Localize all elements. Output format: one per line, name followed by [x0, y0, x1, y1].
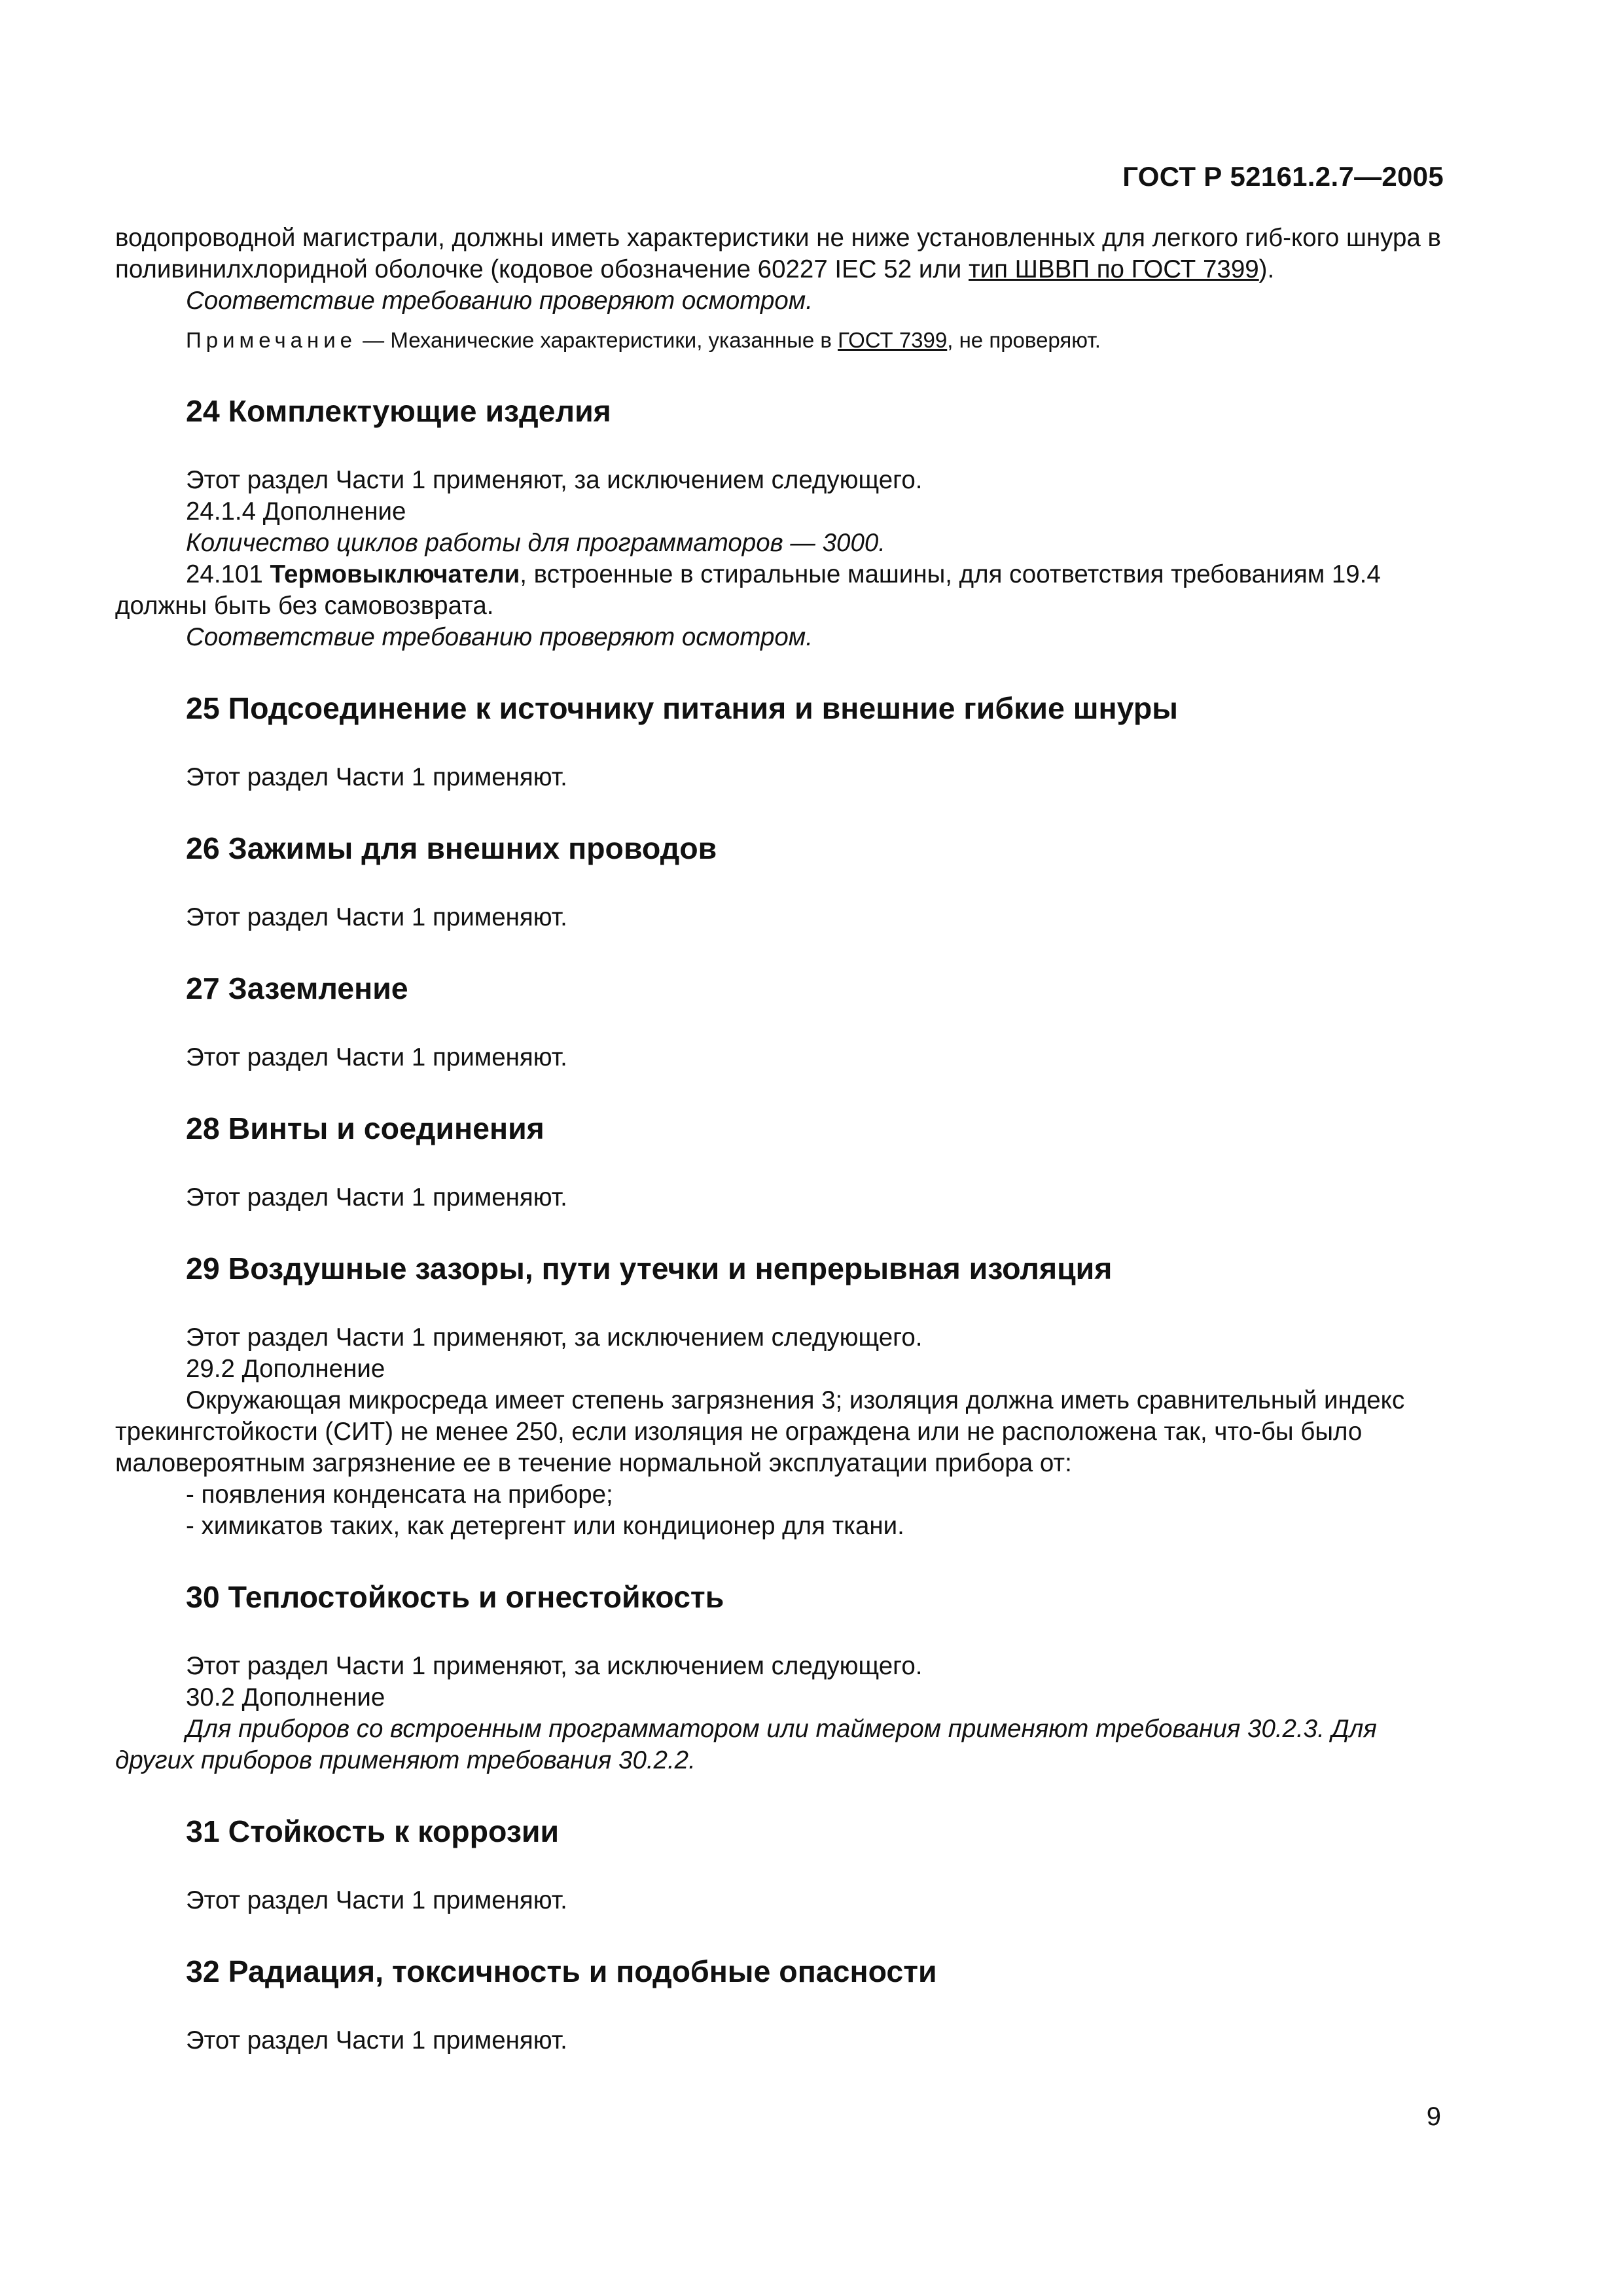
list-item: - химикатов таких, как детергент или кондиционер для ткани.	[186, 1512, 904, 1540]
compliance-check: Соответствие требованию проверяют осмотром.	[186, 287, 813, 315]
section-24-p3: Количество циклов работы для программаторов — 3000.	[186, 529, 885, 557]
clause-number: 24.101	[186, 560, 270, 588]
gost-7399-link[interactable]: тип ШВВП по ГОСТ 7399	[969, 255, 1259, 283]
section-26-heading: 26 Зажимы для внешних проводов	[186, 831, 717, 865]
standard-designation: ГОСТ Р 52161.2.7—2005	[1122, 161, 1444, 192]
section-29-p2: 29.2 Дополнение	[186, 1355, 385, 1383]
intro-tail: ).	[1258, 255, 1275, 283]
section-28-p1: Этот раздел Части 1 применяют.	[186, 1183, 567, 1211]
section-24-heading: 24 Комплектующие изделия	[186, 394, 611, 428]
section-30-heading: 30 Теплостойкость и огнестойкость	[186, 1580, 724, 1614]
note	[115, 325, 1444, 356]
section-24-p5: Соответствие требованию проверяют осмотром.	[186, 623, 813, 651]
section-31-heading: 31 Стойкость к коррозии	[186, 1814, 560, 1848]
section-26-p1: Этот раздел Части 1 применяют.	[186, 903, 567, 931]
note-label: Примечание	[186, 328, 357, 352]
section-24-p2: 24.1.4 Дополнение	[186, 497, 406, 526]
section-29-heading: 29 Воздушные зазоры, пути утечки и непрерывная изоляция	[186, 1251, 1113, 1285]
list-item: - появления конденсата на приборе;	[186, 1480, 613, 1509]
section-25-heading: 25 Подсоединение к источнику питания и внешние гибкие шнуры	[186, 691, 1178, 725]
document-body	[115, 223, 1444, 2056]
section-30-p2: 30.2 Дополнение	[186, 1683, 385, 1712]
note-tail: , не проверяют.	[947, 328, 1101, 352]
section-27-heading: 27 Заземление	[186, 971, 408, 1005]
section-24-p4	[115, 559, 1444, 622]
section-25-p1: Этот раздел Части 1 применяют.	[186, 763, 567, 791]
clause-term: Термовыключатели	[270, 560, 520, 588]
page-number: 9	[1426, 2102, 1441, 2131]
section-30-p3: Для приборов со встроенным программатором или таймером применяют требования 30.2.3. Для других приборов применяют требования 30.2.2.	[115, 1715, 1377, 1774]
intro-paragraph	[115, 223, 1444, 285]
note-text: — Механические характеристики, указанные в	[357, 328, 838, 352]
section-28-heading: 28 Винты и соединения	[186, 1111, 544, 1145]
section-32-heading: 32 Радиация, токсичность и подобные опасности	[186, 1954, 937, 1988]
section-32-p1: Этот раздел Части 1 применяют.	[186, 2026, 567, 2054]
clause-text: , встроенные в стиральные машины, для соответствия требованиям 19.4 должны быть без самовозврата.	[115, 560, 1381, 620]
section-24-p1: Этот раздел Части 1 применяют, за исключением следующего.	[186, 466, 923, 494]
section-29-p1: Этот раздел Части 1 применяют, за исключением следующего.	[186, 1323, 923, 1352]
section-30-p1: Этот раздел Части 1 применяют, за исключением следующего.	[186, 1652, 923, 1680]
note-gost-link[interactable]: ГОСТ 7399	[838, 328, 948, 352]
section-29-p3: Окружающая микросреда имеет степень загрязнения 3; изоляция должна иметь сравнительный индекс трекингстойкости (СИТ) не менее 250, если изоляция не ограждена или не расположена так, что-бы было маловероятным загрязнение ее в течение нормальной эксплуатации прибора от:	[115, 1386, 1405, 1477]
section-31-p1: Этот раздел Части 1 применяют.	[186, 1886, 567, 1914]
intro-text: водопроводной магистрали, должны иметь характеристики не ниже установленных для легкого гиб-кого шнура в поливинилхлоридной оболочке (кодовое обозначение 60227 IEC 52 или	[115, 224, 1441, 283]
section-27-p1: Этот раздел Части 1 применяют.	[186, 1043, 567, 1071]
